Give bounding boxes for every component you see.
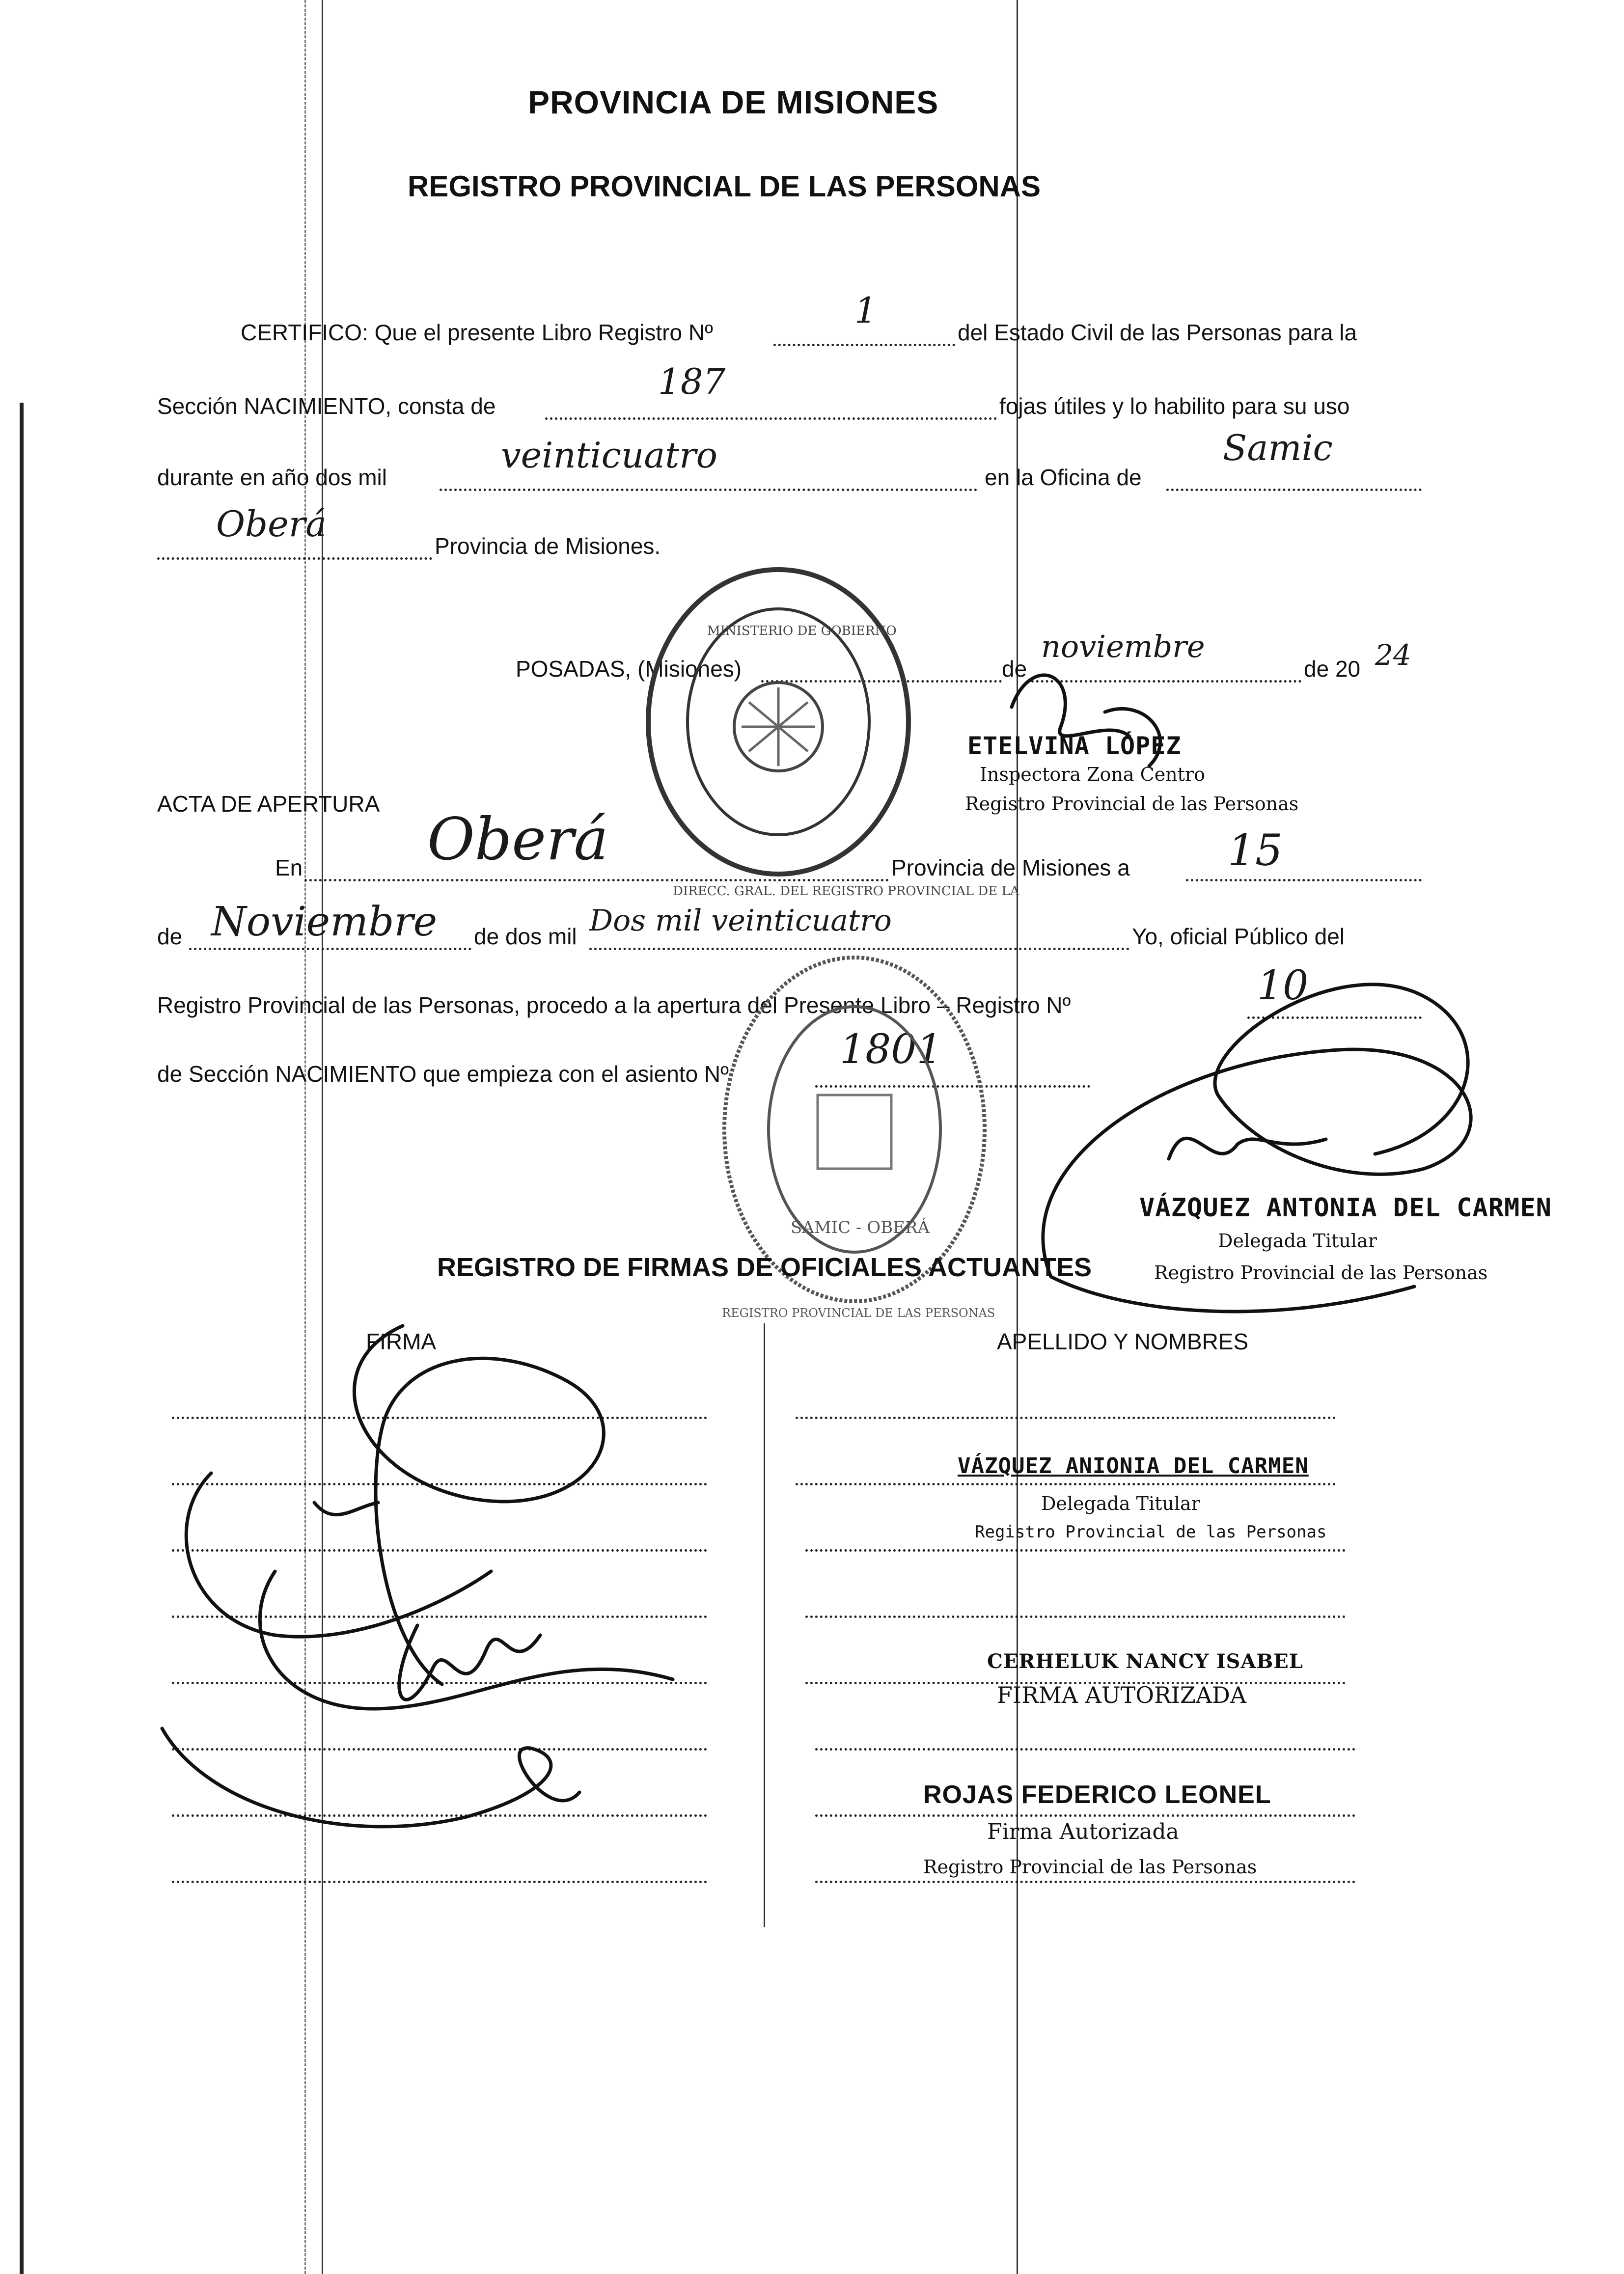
dots [189,948,471,950]
opening-place: Oberá [427,805,608,873]
signer-1-org: Registro Provincial de las Personas [975,1522,1327,1542]
cert-book-number: 1 [854,290,877,331]
dots [773,344,955,346]
signer-3-name: ROJAS FEDERICO LEONEL [923,1781,1271,1809]
signer-2-name: CERHELUK NANCY ISABEL [987,1650,1303,1673]
firma-row [172,1549,707,1552]
signer-2-role: FIRMA AUTORIZADA [997,1682,1247,1708]
opening-yo: Yo, oficial Público del [1132,924,1345,949]
inspector-stamp-name: ETELVINA LÓPEZ [967,732,1182,760]
nombre-row [815,1881,1355,1883]
opening-heading: ACTA DE APERTURA [157,791,380,817]
delegate-stamp-org: Registro Provincial de las Personas [1154,1262,1488,1284]
opening-line4: de Sección NACIMIENTO que empieza con el asiento Nº [157,1061,729,1087]
opening-day: 15 [1228,825,1283,876]
signer-3-org: Registro Provincial de las Personas [923,1856,1257,1878]
dots [1247,1016,1422,1019]
cert-line2-a: Sección NACIMIENTO, consta de [157,393,496,419]
opening-en: En [275,855,303,880]
nombre-row [796,1417,1336,1419]
cert-place: POSADAS, (Misiones) [516,656,742,682]
firma-row [172,1682,707,1684]
dots [304,879,889,881]
signatures-column-divider [764,1323,765,1927]
cert-month: noviembre [1041,629,1205,664]
cert-city: Oberá [216,503,327,545]
inspector-stamp-org: Registro Provincial de las Personas [965,793,1299,815]
dots [157,557,432,560]
firma-row [172,1748,707,1751]
opening-de-dos-mil: de dos mil [474,924,577,949]
seal-top-text: DIRECC. GRAL. DEL REGISTRO PROVINCIAL DE LA [673,884,1019,899]
cert-pages: 187 [658,361,726,402]
nombre-row [796,1483,1336,1485]
nombre-row [815,1748,1355,1751]
scan-edge-left [20,403,24,2274]
signer-3-role: Firma Autorizada [987,1819,1179,1844]
cert-de2: de 20 [1304,656,1361,682]
cert-office: Samic [1223,427,1333,468]
nombre-row [805,1549,1346,1552]
page-title: PROVINCIA DE MISIONES [528,84,939,120]
inspector-stamp-role: Inspectora Zona Centro [980,764,1205,785]
cert-de1: de [1002,656,1027,682]
page-subtitle: REGISTRO PROVINCIAL DE LAS PERSONAS [408,170,1041,203]
nombre-row [815,1814,1355,1817]
firma-row [172,1483,707,1485]
signer-1-role: Delegada Titular [1041,1493,1200,1514]
cert-year: veinticuatro [501,435,717,476]
seal-bottom-text: REGISTRO PROVINCIAL DE LAS PERSONAS [722,1306,995,1320]
firma-row [172,1881,707,1883]
dots [545,417,997,420]
dots [589,948,1129,950]
dots [1026,680,1301,683]
cert-line3-b: en la Oficina de [985,465,1142,490]
official-seal-top [643,565,913,879]
opening-de: de [157,924,183,949]
seal-top-inner: MINISTERIO DE GOBIERNO [707,624,897,638]
cert-line3-a: durante en año dos mil [157,465,387,490]
signatures-col-firma: FIRMA [366,1329,437,1354]
signatures-heading: REGISTRO DE FIRMAS DE OFICIALES ACTUANTES [437,1253,1092,1282]
dots [1186,879,1422,881]
opening-entry: 1801 [840,1026,942,1073]
opening-line3: Registro Provincial de las Personas, procedo a la apertura del Presente Libro – Registro Nº [157,992,1071,1018]
delegate-stamp-name: VÁZQUEZ ANTONIA DEL CARMEN [1139,1193,1552,1223]
cert-line2-b: fojas útiles y lo habilito para su uso [999,393,1350,419]
firma-row [172,1616,707,1618]
signer-1-name: VÁZQUEZ ANIONIA DEL CARMEN [958,1453,1309,1479]
opening-year: Dos mil veinticuatro [589,904,892,938]
signatures-col-nombres: APELLIDO Y NOMBRES [997,1329,1249,1354]
firma-row [172,1417,707,1419]
opening-province: Provincia de Misiones a [891,855,1130,880]
opening-book-number: 10 [1257,962,1309,1009]
cert-line1-a: CERTIFICO: Que el presente Libro Registro Nº [241,320,713,345]
delegate-stamp-role: Delegada Titular [1218,1230,1377,1252]
nombre-row [805,1616,1346,1618]
firma-row [172,1814,707,1817]
cert-line1-b: del Estado Civil de las Personas para la [958,320,1357,345]
cert-line4-b: Provincia de Misiones. [435,533,661,559]
dots [1166,489,1422,491]
opening-month: Noviembre [211,899,438,945]
seal-bottom-inner: SAMIC - OBERÁ [791,1218,930,1237]
cert-year-suffix: 24 [1375,638,1411,672]
dots [440,489,977,491]
